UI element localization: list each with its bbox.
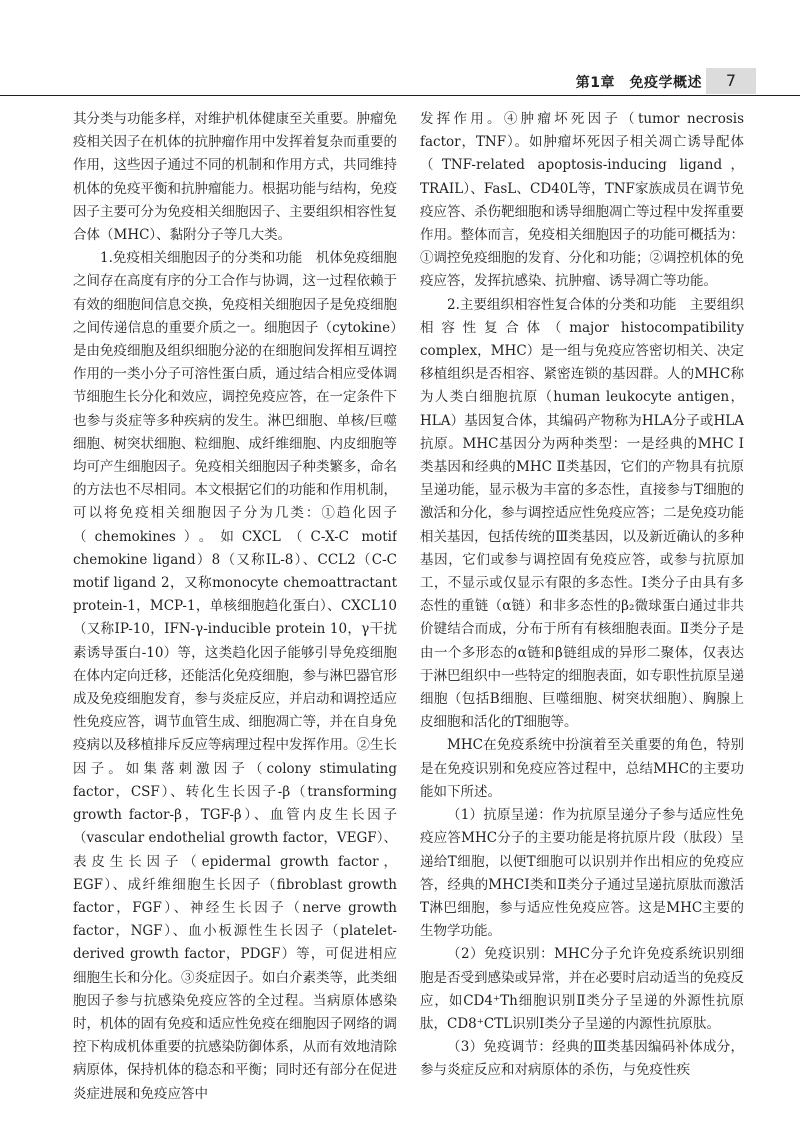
paragraph: 1.免疫相关细胞因子的分类和功能 机体免疫细胞之间存在高度有序的分工合作与协调，这一过程依赖于有效的细胞间信息交换，免疫相关细胞因子是免疫细胞之间传递信息的重要介质之一。细胞因子（cytokine）是由免疫细胞及组织细胞分泌的在细胞间发挥相互调控作用的一类小分子可溶性蛋白质，通过结合相应受体调节细胞生长分化和效应，调控免疫应答，在一定条件下也参与炎症等多种疾病的发生。淋巴细胞、单核/巨噬细胞、树突状细胞、粒细胞、成纤维细胞、内皮细胞等均可产生细胞因子。免疫相关细胞因子种类繁多，命名的方法也不尽相同。本文根据它们的功能和作用机制，可以将免疫相关细胞因子分为几类：①趋化因子（chemokines）。如CXCL（C-X-C motif chemokine ligand）8（又称IL-8）、CCL2（C-C motif ligand 2，又称monocyte chemoattractant protein-1，MCP-1，单核细胞趋化蛋白）、CXCL10（又称IP-10，IFN-γ-inducible protein 10，γ干扰素诱导蛋白-10）等，这类趋化因子能够引导免疫细胞在体内定向迁移，还能活化免疫细胞，参与淋巴器官形成及免疫细胞发育，参与炎症反应，并启动和调控适应性免疫应答，调节血管生成、细胞凋亡等，并在自身免疫病以及移植排斥反应等病理过程中发挥作用。②生长因子。如集落刺激因子（colony stimulating factor，CSF）、转化生长因子-β（transforming growth factor-β，TGF-β）、血管内皮生长因子（vascular endothelial growth factor，VEGF）、表皮生长因子（epidermal growth factor，EGF）、成纤维细胞生长因子（fibroblast growth factor，FGF）、神经生长因子（nerve growth factor，NGF）、血小板源性生长因子（platelet-derived growth factor，PDGF）等，可促进相应细胞生长和分化。③炎症因子。如白介素类等，此类细胞因子参与抗感染免疫应答的全过程。当病原体感染时，机体的固有免疫和适应性免疫在细胞因子网络的调控下构成机体重要的抗感染防御体系，从而有效地清除病原体，保持机体的稳态和平衡；同时还有部分在促进炎症进展和免疫应答中 [73, 250, 397, 1102]
header-rule [0, 95, 800, 96]
chapter-title: 第1章 免疫学概述 [575, 75, 702, 91]
paragraph: 发挥作用。④肿瘤坏死因子（tumor necrosis factor，TNF）。如肿瘤坏死因子相关凋亡诱导配体（TNF-related apoptosis-inducing ligand，TRAIL）、FasL、CD40L等，TNF家族成员在调节免疫应答、杀伤靶细胞和诱导细胞凋亡等过程中发挥重要作用。整体而言，免疫相关细胞因子的功能可概括为：①调控免疫细胞的发育、分化和功能；②调控机体的免疫应答，发挥抗感染、抗肿瘤、诱导凋亡等功能。 [420, 111, 744, 290]
page-header [0, 0, 800, 100]
paragraph: 2.主要组织相容性复合体的分类和功能 主要组织相容性复合体（major histocompatibility complex，MHC）是一组与免疫应答密切相关、决定移植组织是否相容、紧密连锁的基因群。人的MHC称为人类白细胞抗原（human leukocyte antigen，HLA）基因复合体，其编码产物称为HLA分子或HLA抗原。MHC基因分为两种类型：一是经典的MHC Ⅰ类基因和经典的MHC Ⅱ类基因，它们的产物具有抗原呈递功能，显示极为丰富的多态性，直接参与T细胞的激活和分化，参与调控适应性免疫应答；二是免疫功能相关基因，包括传统的Ⅲ类基因，以及新近确认的多种基因，它们或参与调控固有免疫应答，或参与抗原加工，不显示或仅显示有限的多态性。Ⅰ类分子由具有多态性的重链（α链）和非多态性的β₂微球蛋白通过非共价键结合而成，分布于所有有核细胞表面。Ⅱ类分子是由一个多形态的α链和β链组成的异形二聚体，仅表达于淋巴组织中一些特定的细胞表面，如专职性抗原呈递细胞（包括B细胞、巨噬细胞、树突状细胞）、胸腺上皮细胞和活化的T细胞等。 [420, 296, 744, 731]
right-column [420, 108, 744, 1138]
paragraph: （1）抗原呈递：作为抗原呈递分子参与适应性免疫应答MHC分子的主要功能是将抗原片段（肽段）呈递给T细胞，以便T细胞可以识别并作出相应的免疫应答，经典的MHCⅠ类和Ⅱ类分子通过呈递抗原肽而激活T淋巴细胞，参与适应性免疫应答。这是MHC主要的生物学功能。 [420, 807, 744, 940]
paragraph: MHC在免疫系统中扮演着至关重要的角色，特别是在免疫识别和免疫应答过程中，总结MHC的主要功能如下所述。 [420, 737, 744, 800]
paragraph: 其分类与功能多样，对维护机体健康至关重要。肿瘤免疫相关因子在机体的抗肿瘤作用中发挥着复杂而重要的作用，这些因子通过不同的机制和作用方式，共同维持机体的免疫平衡和抗肿瘤能力。根据功能与结构，免疫因子主要可分为免疫相关细胞因子、主要组织相容性复合体（MHC）、黏附分子等几大类。 [73, 111, 397, 244]
page-number: 7 [706, 68, 756, 94]
paragraph: （2）免疫识别：MHC分子允许免疫系统识别细胞是否受到感染或异常，并在必要时启动适当的免疫反应，如CD4⁺Th细胞识别Ⅱ类分子呈递的外源性抗原肽，CD8⁺CTL识别Ⅰ类分子呈递的内源性抗原肽。 [420, 946, 744, 1032]
paragraph: （3）免疫调节：经典的Ⅲ类基因编码补体成分，参与炎症反应和对病原体的杀伤，与免疫性疾 [420, 1039, 744, 1079]
left-column [73, 108, 397, 1138]
